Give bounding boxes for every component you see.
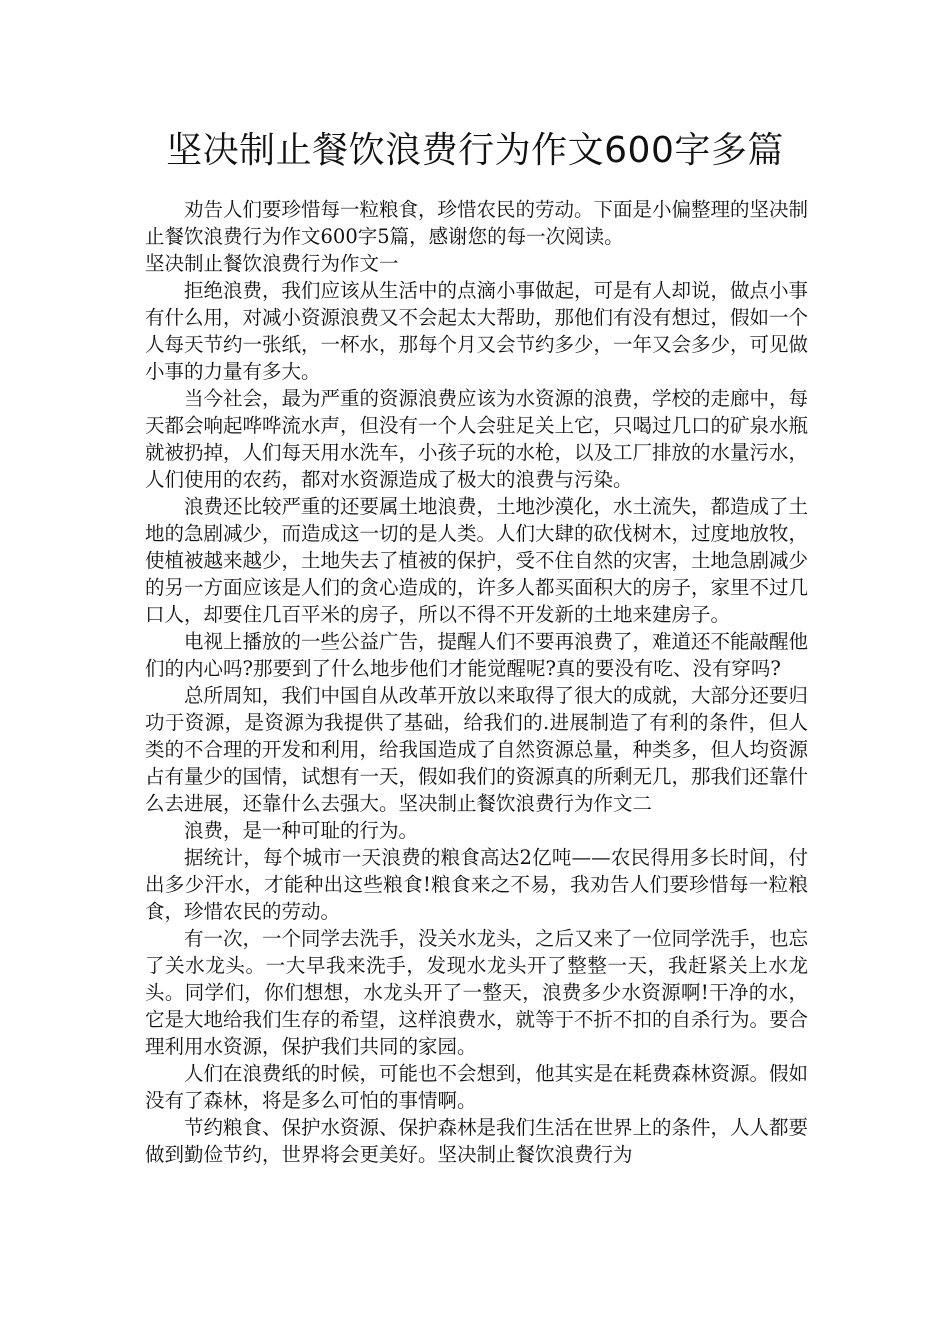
section-heading-1: 坚决制止餐饮浪费行为作文一 (145, 252, 399, 275)
paragraph: 有一次，一个同学去洗手，没关水龙头，之后又来了一位同学洗手，也忘了关水龙头。一大早我来洗手，发现水龙头开了整整一天，我赶紧关上水龙头。同学们，你们想想，水龙头开了一整天，浪费多少水资源啊!干净的水，它是大地给我们生存的希望，这样浪费水，就等于不折不扣的自杀行为。要合理利用水资源，保护我们共同的家园。 (145, 927, 809, 1058)
page-title: 坚决制止餐饮浪费行为作文600字多篇 (166, 130, 784, 171)
paragraph: 电视上播放的一些公益广告，提醒人们不要再浪费了，难道还不能敲醒他们的内心吗?那要到了什么地步他们才能觉醒呢?真的要没有吃、没有穿吗? (145, 630, 809, 680)
paragraph: 浪费还比较严重的还要属土地浪费，土地沙漠化，水土流失，都造成了土地的急剧减少，而造成这一切的是人类。人们大肆的砍伐树木，过度地放牧，使植被越来越少，土地失去了植被的保护，受不住自然的灾害，土地急剧减少的另一方面应该是人们的贪心造成的，许多人都买面积大的房子，家里不过几口人，却要住几百平米的房子，所以不得不开发新的土地来建房子。 (145, 495, 809, 626)
paragraph: 浪费，是一种可耻的行为。 (184, 819, 419, 842)
paragraph: 节约粮食、保护水资源、保护森林是我们生活在世界上的条件，人人都要做到勤俭节约，世界将会更美好。坚决制止餐饮浪费行为 (145, 1116, 809, 1166)
paragraph: 拒绝浪费，我们应该从生活中的点滴小事做起，可是有人却说，做点小事有什么用，对减小资源浪费又不会起太大帮助，那他们有没有想过，假如一个人每天节约一张纸，一杯水，那每个月又会节约多少，一年又会多少，可见做小事的力量有多大。 (145, 279, 809, 383)
paragraph: 人们在浪费纸的时候，可能也不会想到，他其实是在耗费森林资源。假如没有了森林，将是多么可怕的事情啊。 (145, 1062, 809, 1112)
paragraph: 当今社会，最为严重的资源浪费应该为水资源的浪费，学校的走廊中，每天都会响起哗哗流水声，但没有一个人会驻足关上它，只喝过几口的矿泉水瓶就被扔掉，人们每天用水洗车，小孩子玩的水枪，以及工厂排放的水量污水，人们使用的农药，都对水资源造成了极大的浪费与污染。 (145, 387, 809, 491)
paragraph: 总所周知，我们中国自从改革开放以来取得了很大的成就，大部分还要归功于资源，是资源为我提供了基础，给我们的.进展制造了有利的条件，但人类的不合理的开发和利用，给我国造成了自然资源总量，种类多，但人均资源占有量少的国情，试想有一天，假如我们的资源真的所剩无几，那我们还靠什么去进展，还靠什么去强大。坚决制止餐饮浪费行为作文二 (145, 684, 809, 815)
document-body (145, 196, 808, 1168)
paragraph: 据统计，每个城市一天浪费的粮食高达2亿吨——农民得用多长时间，付出多少汗水，才能种出这些粮食!粮食来之不易，我劝告人们要珍惜每一粒粮食，珍惜农民的劳动。 (145, 846, 808, 923)
paragraph-intro: 劝告人们要珍惜每一粒粮食，珍惜农民的劳动。下面是小偏整理的坚决制止餐饮浪费行为作文600字5篇，感谢您的每一次阅读。 (145, 198, 809, 248)
